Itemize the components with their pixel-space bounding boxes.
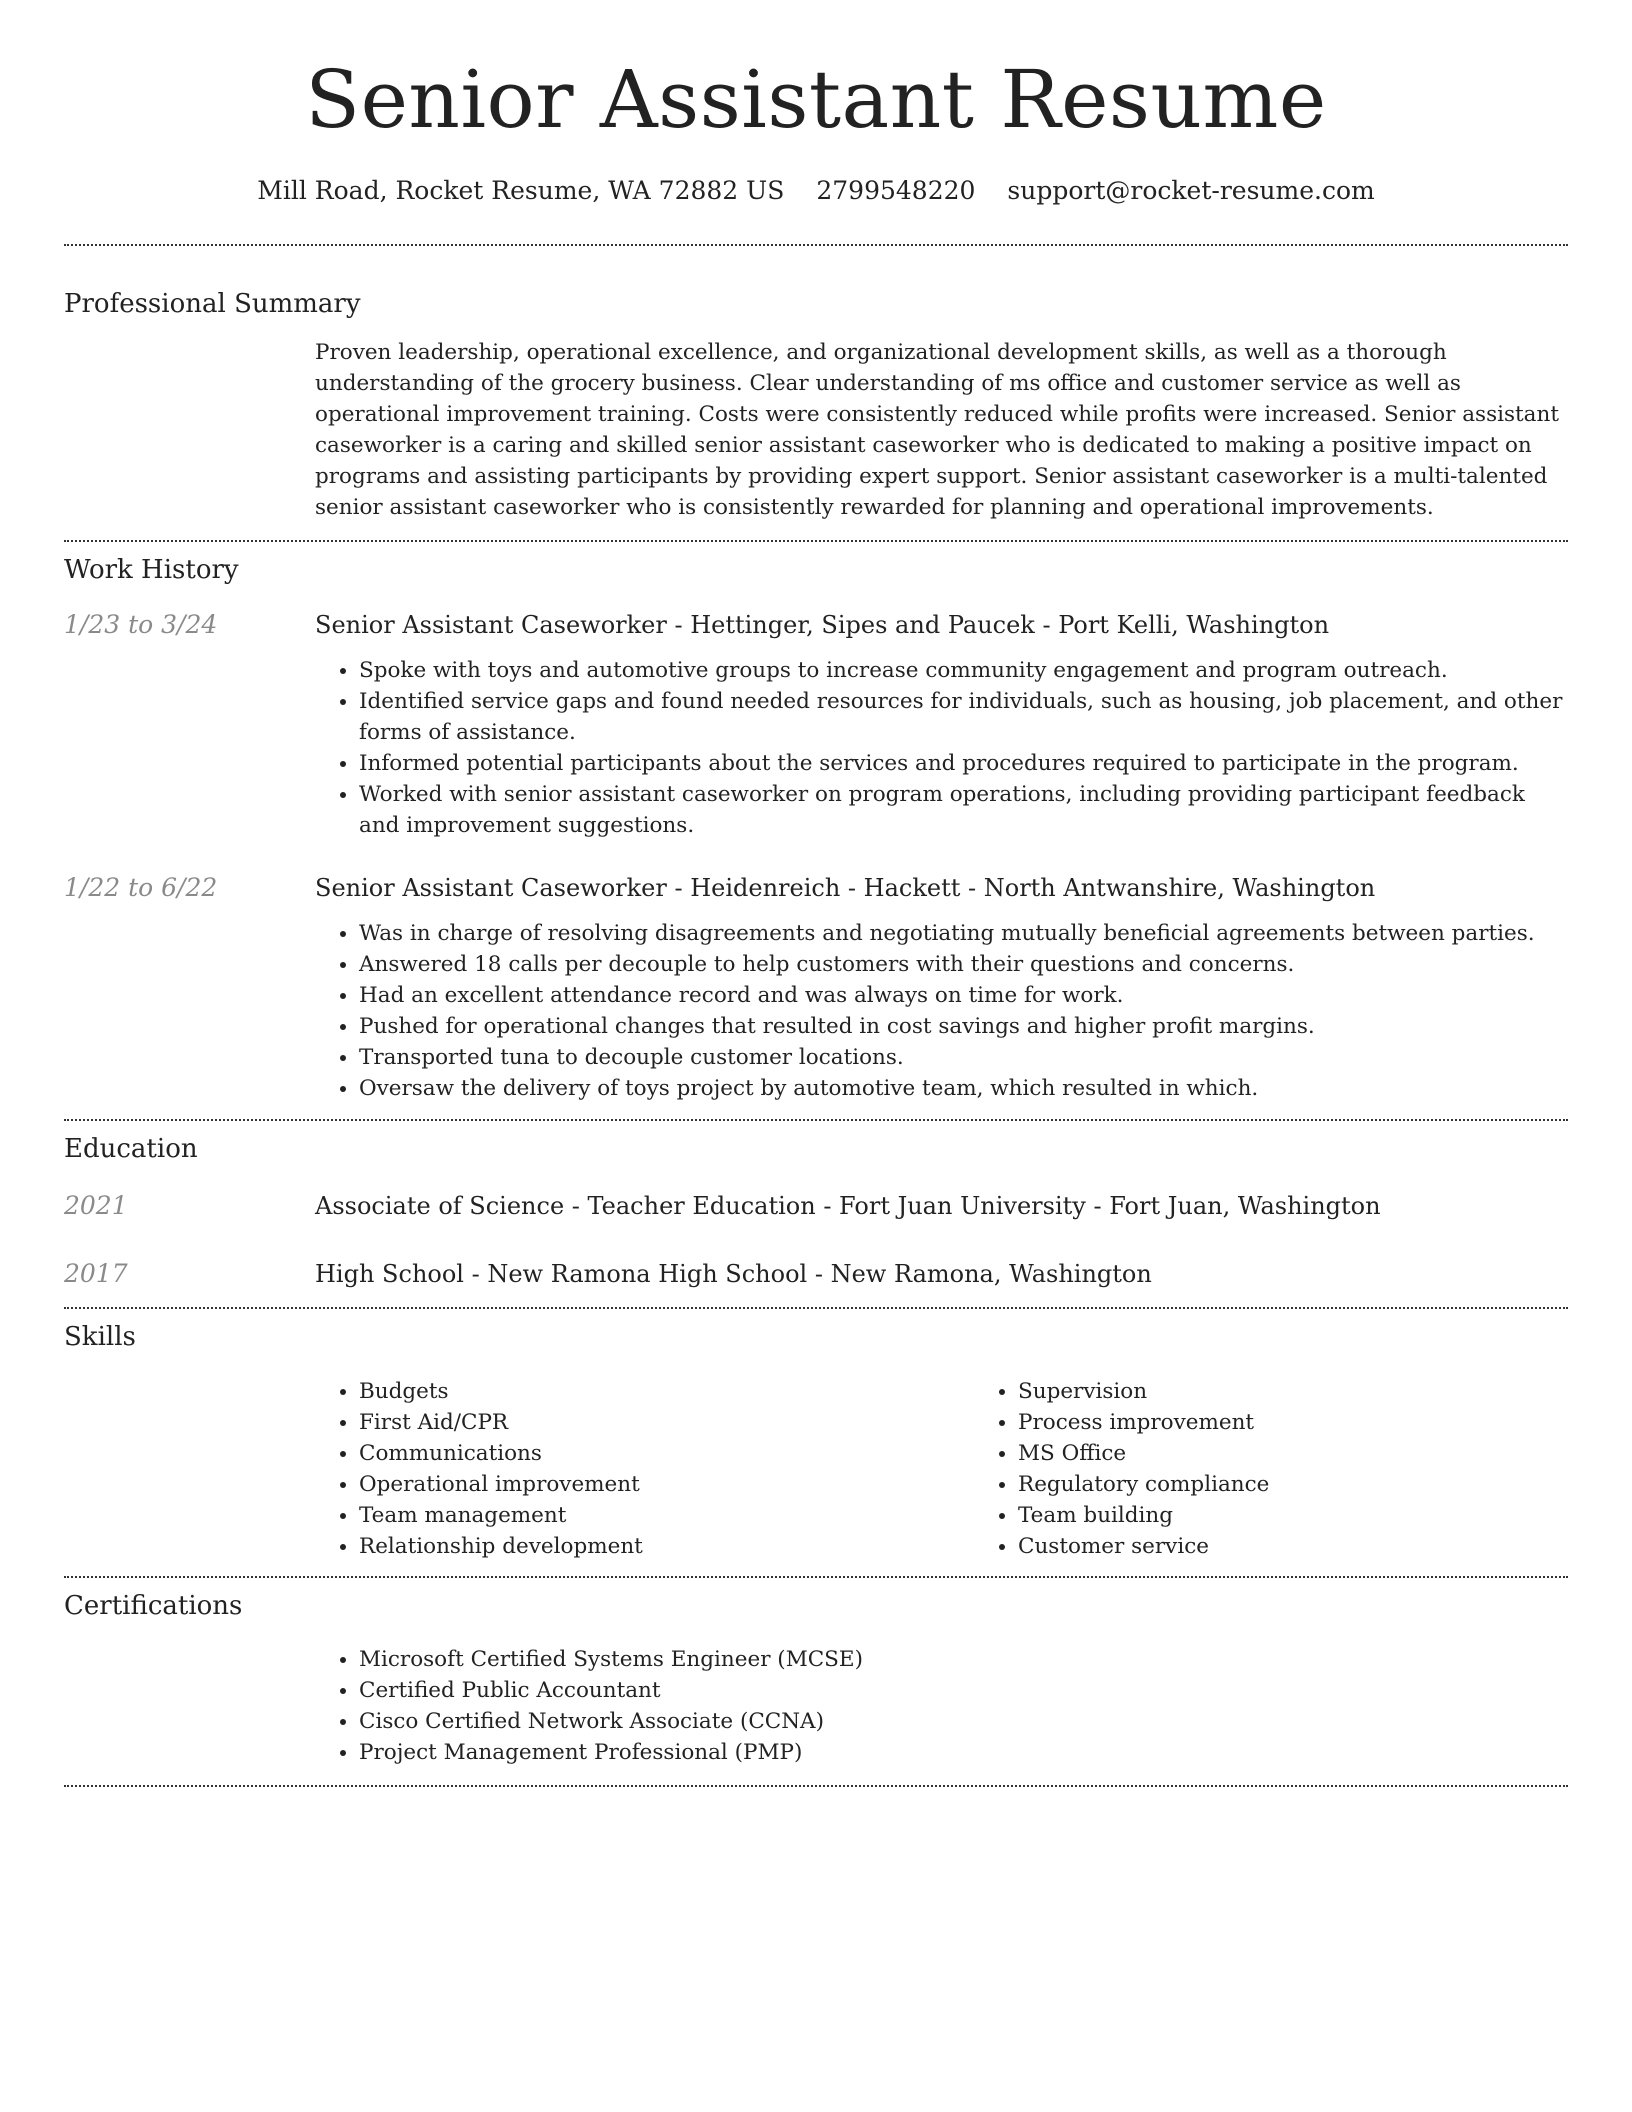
job-dates: 1/22 to 6/22 (64, 873, 218, 902)
list-item: • Identified service gaps and found needed resources for individuals, such as housing, job placement, and other forms of assistance. (359, 686, 1568, 748)
list-item: • Transported tuna to decouple customer locations. (359, 1042, 1568, 1073)
job-title (315, 609, 1568, 641)
list-item: • Communications (359, 1438, 974, 1469)
job-title (315, 872, 1568, 904)
list-item: • Answered 18 calls per decouple to help customers with their questions and concerns. (359, 949, 1568, 980)
job-details: - Heidenreich - Hackett - North Antwanshire, Washington (666, 874, 1376, 902)
list-item: • Project Management Professional (PMP) (359, 1737, 1568, 1768)
job-entry (64, 872, 1568, 1104)
list-item: • Team building (1018, 1500, 1632, 1531)
list-item: • Had an excellent attendance record and was always on time for work. (359, 980, 1568, 1011)
email: support@rocket-resume.com (1007, 176, 1375, 205)
resume-title: Senior Assistant Resume (305, 53, 1327, 146)
summary-text: Proven leadership, operational excellence, and organizational development skills, as well as a thorough understanding of the grocery business. Clear understanding of ms office and customer service as well as operational improvement training. Costs were consistently reduced while profits were increased. Senior assistant caseworker is a caring and skilled senior assistant caseworker who is dedicated to making a positive impact on programs and assisting participants by providing expert support. Senior assistant caseworker is a multi-talented senior assistant caseworker who is consistently rewarded for planning and operational improvements. (315, 340, 1559, 520)
phone: 2799548220 (816, 176, 976, 205)
list-item: • Team management (359, 1500, 974, 1531)
list-item: • MS Office (1018, 1438, 1632, 1469)
section-title-skills: Skills (64, 1322, 136, 1352)
divider (64, 244, 1568, 246)
section-title-summary: Professional Summary (64, 289, 361, 319)
divider (64, 1576, 1568, 1578)
education-details: - Fort Juan University - Fort Juan, Washington (815, 1192, 1381, 1220)
divider (64, 540, 1568, 542)
address: Mill Road, Rocket Resume, WA 72882 US (257, 176, 785, 205)
divider (64, 1785, 1568, 1787)
list-item: • Customer service (1018, 1531, 1632, 1562)
list-item: • Worked with senior assistant caseworker on program operations, including providing participant feedback and improvement suggestions. (359, 779, 1568, 841)
list-item: • First Aid/CPR (359, 1407, 974, 1438)
education-title (315, 1258, 1568, 1290)
list-item: • Certified Public Accountant (359, 1675, 1568, 1706)
list-item: • Pushed for operational changes that resulted in cost savings and higher profit margins. (359, 1011, 1568, 1042)
list-item: • Informed potential participants about the services and procedures required to participate in the program. (359, 748, 1568, 779)
section-title-certifications: Certifications (64, 1591, 243, 1621)
education-entry (64, 1258, 1568, 1290)
divider (64, 1307, 1568, 1309)
list-item: • Relationship development (359, 1531, 974, 1562)
summary-section (64, 288, 1568, 523)
list-item: • Regulatory compliance (1018, 1469, 1632, 1500)
list-item: • Supervision (1018, 1376, 1632, 1407)
divider (64, 1119, 1568, 1121)
certifications-section (64, 1590, 1568, 1768)
education-degree: Associate of Science - Teacher Education (315, 1192, 816, 1220)
education-title (315, 1190, 1568, 1222)
education-details: - New Ramona High School - New Ramona, Washington (463, 1260, 1152, 1288)
skills-list-right (974, 1376, 1632, 1562)
list-item: • Cisco Certified Network Associate (CCNA) (359, 1706, 1568, 1737)
job-bullets (315, 655, 1568, 841)
job-entry (64, 609, 1568, 841)
list-item: • Operational improvement (359, 1469, 974, 1500)
job-role: Senior Assistant Caseworker (315, 874, 667, 902)
list-item: • Spoke with toys and automotive groups to increase community engagement and program outreach. (359, 655, 1568, 686)
list-item: • Oversaw the delivery of toys project by automotive team, which resulted in which. (359, 1073, 1568, 1104)
education-entry (64, 1190, 1568, 1222)
education-year: 2017 (64, 1259, 128, 1288)
list-item: • Microsoft Certified Systems Engineer (MCSE) (359, 1644, 1568, 1675)
skills-list-left (315, 1376, 974, 1562)
education-section (64, 1133, 1568, 1290)
skills-grid (315, 1376, 1632, 1562)
certifications-list (315, 1644, 1568, 1768)
job-bullets (315, 918, 1568, 1104)
education-year: 2021 (64, 1191, 128, 1220)
job-role: Senior Assistant Caseworker (315, 611, 667, 639)
contact-line (64, 176, 1568, 206)
job-dates: 1/23 to 3/24 (64, 610, 218, 639)
section-title-work: Work History (64, 555, 239, 585)
work-section (64, 554, 1568, 1104)
list-item: • Budgets (359, 1376, 974, 1407)
section-title-education: Education (64, 1134, 198, 1164)
skills-section (64, 1321, 1568, 1562)
list-item: • Process improvement (1018, 1407, 1632, 1438)
list-item: • Was in charge of resolving disagreements and negotiating mutually beneficial agreements between parties. (359, 918, 1568, 949)
job-details: - Hettinger, Sipes and Paucek - Port Kelli, Washington (666, 611, 1330, 639)
education-degree: High School (315, 1260, 464, 1288)
